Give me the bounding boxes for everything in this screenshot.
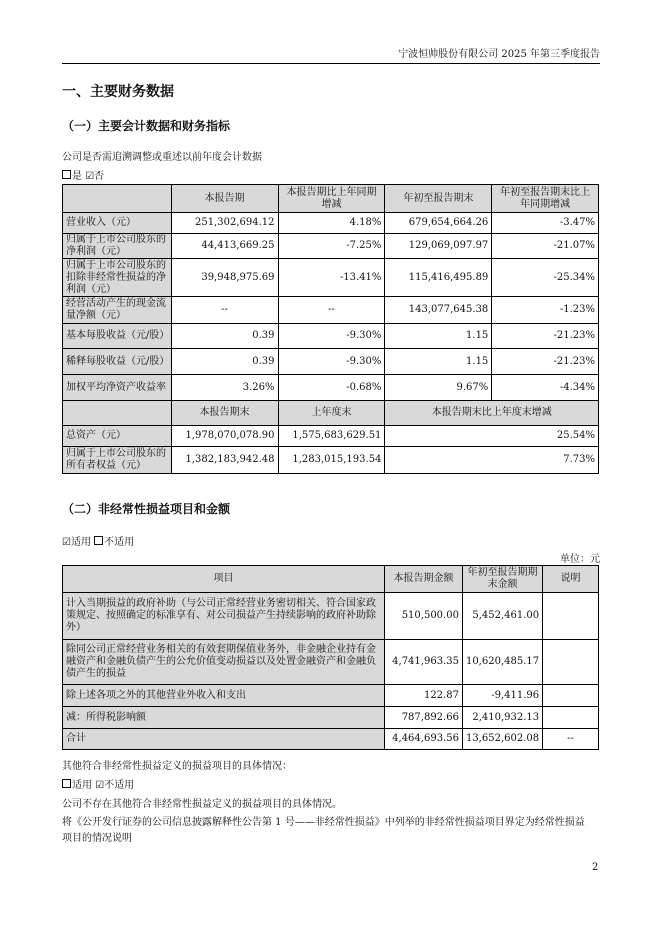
cell: 1,575,683,629.51 [278, 426, 385, 447]
row-label: 基本每股收益（元/股） [63, 324, 172, 349]
cell [543, 685, 599, 707]
note-other-items: 其他符合非经常性损益定义的损益项目的具体情况： [62, 761, 292, 772]
table-header-row-2 [63, 401, 599, 426]
cell: 0.39 [171, 349, 278, 375]
cell: -13.41% [278, 259, 385, 297]
row-label: 经营活动产生的现金流量净额（元） [63, 297, 172, 324]
row-label: 减：所得税影响额 [63, 707, 385, 729]
row-label: 归属于上市公司股东的扣除非经常性损益的净利润（元） [63, 259, 172, 297]
cell [543, 640, 599, 685]
cell: 2,410,932.13 [462, 707, 542, 729]
page-header: 宁波恒帅股份有限公司 2025 年第三季度报告 [398, 49, 600, 60]
cell: -3.47% [492, 213, 599, 234]
cell: 1,382,183,942.48 [171, 447, 278, 474]
cell: 251,302,694.12 [171, 213, 278, 234]
cell: -- [543, 729, 599, 750]
cell: 5,452,461.00 [462, 593, 542, 640]
table-row [63, 729, 599, 750]
table-header: 年初至报告期末 [385, 185, 492, 213]
cell: 4,464,693.56 [384, 729, 462, 750]
table-header-row [63, 566, 599, 593]
cell: 143,077,645.38 [385, 297, 492, 324]
cell: -0.68% [278, 375, 385, 401]
cell: 679,654,664.26 [385, 213, 492, 234]
cell: 0.39 [171, 324, 278, 349]
restate-question: 公司是否需追溯调整或重述以前年度会计数据 [62, 152, 262, 163]
table-header: 本报告期末比上年度末增减 [385, 401, 599, 426]
cell: -21.07% [492, 234, 599, 259]
table-header: 本报告期比上年同期增减 [278, 185, 385, 213]
option-applies-label: 适用 [70, 537, 91, 548]
cell: -9.30% [278, 324, 385, 349]
table-row [63, 259, 599, 297]
cell [543, 593, 599, 640]
table-row [63, 447, 599, 474]
checkbox-checked-icon: ☑ [62, 537, 71, 548]
checkbox-empty-icon [94, 536, 103, 545]
cell: 3.26% [171, 375, 278, 401]
cell [543, 707, 599, 729]
cell: 787,892.66 [384, 707, 462, 729]
financial-data-table [62, 184, 599, 474]
cell: -21.23% [492, 324, 599, 349]
table-row [63, 593, 599, 640]
table-header: 本报告期金额 [384, 566, 462, 593]
header-rule [62, 63, 600, 64]
cell: 122.87 [384, 685, 462, 707]
table-row [63, 297, 599, 324]
row-label: 营业收入（元） [63, 213, 172, 234]
option-not-applies-label: 不适用 [104, 780, 135, 791]
cell: -4.34% [492, 375, 599, 401]
table-row [63, 213, 599, 234]
unit-label: 单位：元 [560, 554, 600, 565]
cell: 1.15 [385, 349, 492, 375]
cell: 13,652,602.08 [462, 729, 542, 750]
row-label: 计入当期损益的政府补助（与公司正常经营业务密切相关、符合国家政策规定、按照确定的标准享有、对公司损益产生持续影响的政府补助除外） [63, 593, 385, 640]
table-header: 本报告期末 [171, 401, 278, 426]
table-row [63, 375, 599, 401]
applicability-options-2 [62, 776, 134, 791]
page-number: 2 [592, 862, 599, 873]
table-row [63, 349, 599, 375]
table-header: 本报告期 [171, 185, 278, 213]
table-header: 年初至报告期末比上年同期增减 [492, 185, 599, 213]
row-label: 除同公司正常经营业务相关的有效套期保值业务外，非金融企业持有金融资产和金融负债产生的公允价值变动损益以及处置金融资产和金融负债产生的损益 [63, 640, 385, 685]
table-row [63, 685, 599, 707]
row-label: 加权平均净资产收益率 [63, 375, 172, 401]
table-row [63, 234, 599, 259]
option-no-label: 否 [94, 171, 105, 182]
checkbox-checked-icon: ☑ [95, 780, 105, 791]
cell: 10,620,485.17 [462, 640, 542, 685]
table-header: 说明 [543, 566, 599, 593]
row-label: 归属于上市公司股东的所有者权益（元） [63, 447, 172, 474]
table-row [63, 640, 599, 685]
cell: -21.23% [492, 349, 599, 375]
row-label: 归属于上市公司股东的净利润（元） [63, 234, 172, 259]
checkbox-empty-icon [62, 779, 71, 788]
table-header: 项目 [63, 566, 385, 593]
table-header: 上年度末 [278, 401, 385, 426]
note-classification-1: 将《公开发行证券的公司信息披露解释性公告第 1 号——非经常性损益》中列举的非经常性损益项目界定为经常性损益 [62, 817, 585, 828]
cell: 44,413,669.25 [171, 234, 278, 259]
cell: -- [278, 297, 385, 324]
table-row [63, 426, 599, 447]
cell: 1,978,070,078.90 [171, 426, 278, 447]
table-header-row [63, 185, 599, 213]
option-yes-label: 是 [72, 171, 82, 182]
section-title: 一、主要财务数据 [62, 84, 174, 100]
cell: -7.25% [278, 234, 385, 259]
table-row [63, 324, 599, 349]
table-header: 年初至报告期期末金额 [462, 566, 542, 593]
row-label: 稀释每股收益（元/股） [63, 349, 172, 375]
cell: 1,283,015,193.54 [278, 447, 385, 474]
cell: -9,411.96 [462, 685, 542, 707]
checkbox-empty-icon [62, 170, 71, 179]
checkbox-checked-icon: ☑ [85, 171, 95, 182]
cell: 39,948,975.69 [171, 259, 278, 297]
cell: 115,416,495.89 [385, 259, 492, 297]
cell: 4,741,963.35 [384, 640, 462, 685]
cell: -25.34% [492, 259, 599, 297]
cell: 129,069,097.97 [385, 234, 492, 259]
note-classification-2: 项目的情况说明 [62, 833, 132, 844]
non-recurring-items-table [62, 565, 599, 750]
applicability-options [62, 533, 134, 548]
cell: -9.30% [278, 349, 385, 375]
subsection-title-2: （二）非经常性损益项目和金额 [62, 502, 231, 516]
restate-options [62, 167, 104, 182]
cell: 4.18% [278, 213, 385, 234]
row-label: 总资产（元） [63, 426, 172, 447]
row-label: 除上述各项之外的其他营业外收入和支出 [63, 685, 385, 707]
note-no-other-items: 公司不存在其他符合非经常性损益定义的损益项目的具体情况。 [62, 799, 342, 810]
cell: 7.73% [385, 447, 599, 474]
cell: 1.15 [385, 324, 492, 349]
cell: 9.67% [385, 375, 492, 401]
table-row [63, 707, 599, 729]
cell: -1.23% [492, 297, 599, 324]
option-applies-label: 适用 [72, 780, 92, 791]
option-not-applies-label: 不适用 [104, 537, 135, 548]
row-label: 合计 [63, 729, 385, 750]
cell: 25.54% [385, 426, 599, 447]
cell: 510,500.00 [384, 593, 462, 640]
subsection-title-1: （一）主要会计数据和财务指标 [62, 119, 231, 133]
cell: -- [171, 297, 278, 324]
